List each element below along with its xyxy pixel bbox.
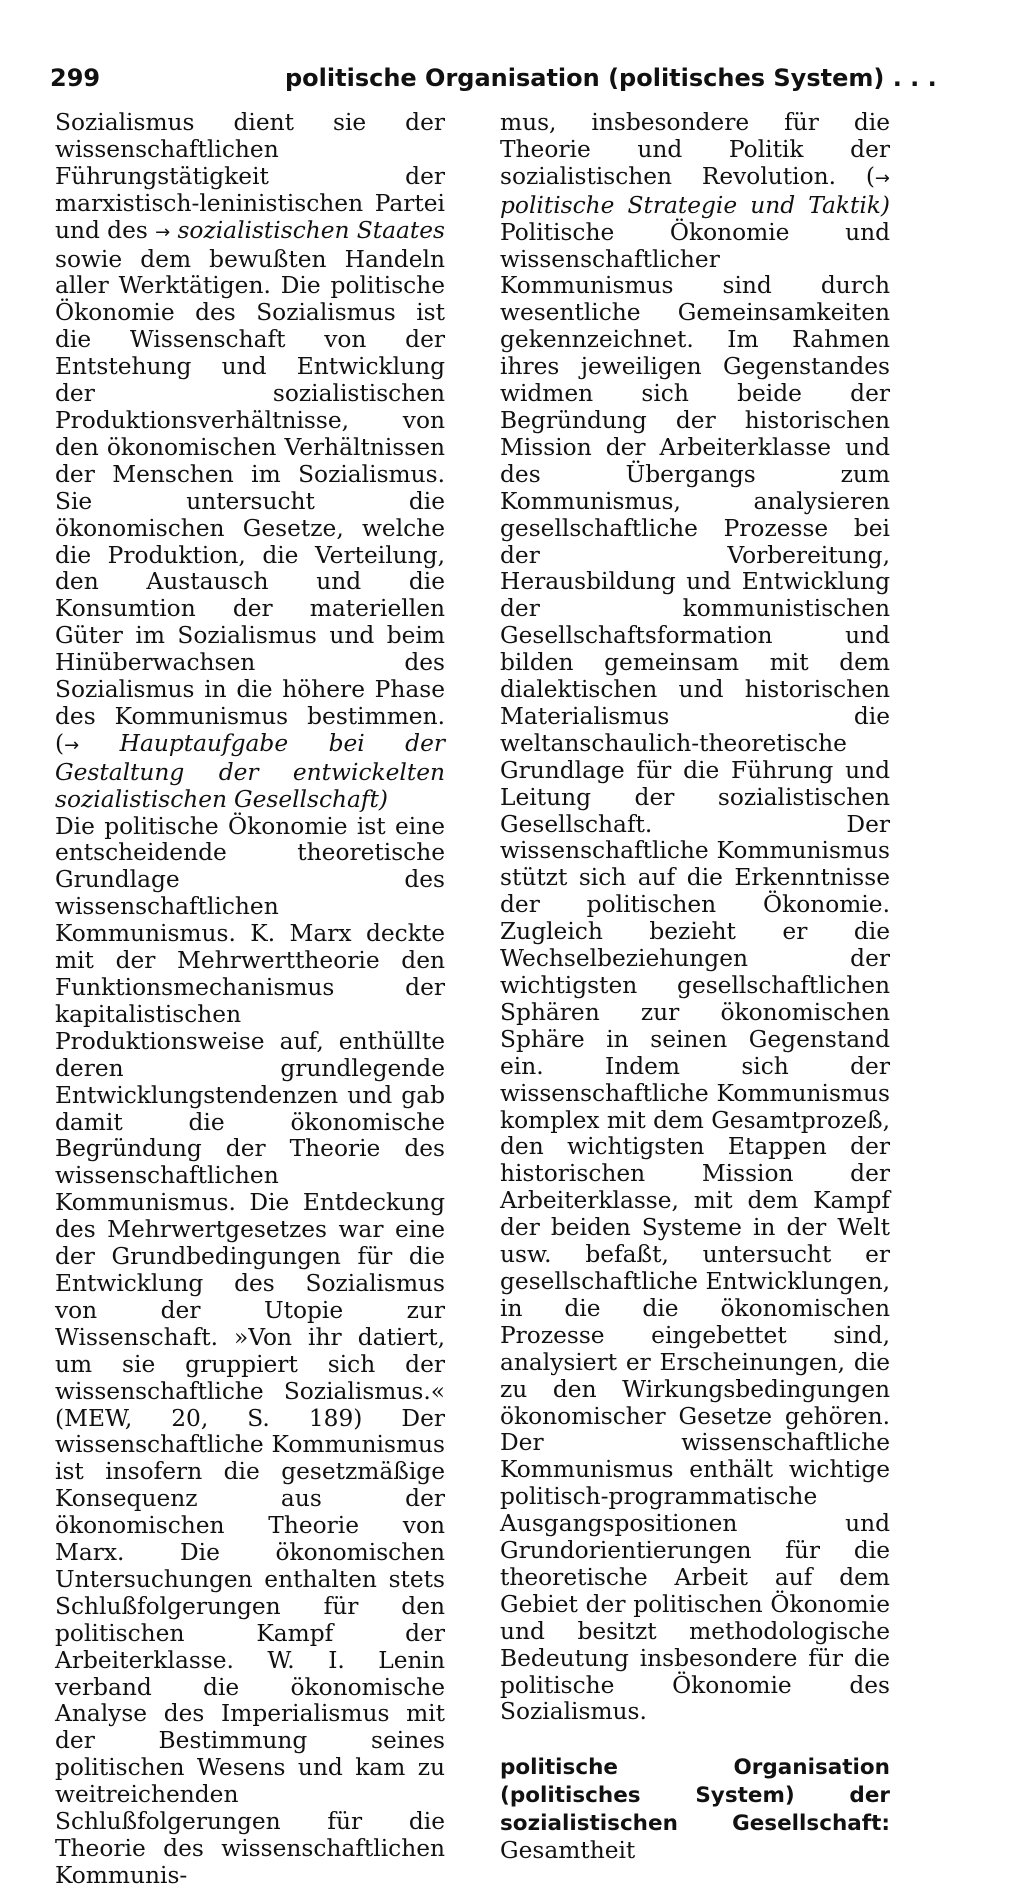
cross-reference-arrow-icon: → [874,167,890,189]
page-number: 299 [50,64,101,92]
text: mus, insbesondere für die Theorie und Politik der sozialistischen Revolution. [500,109,890,190]
right-paragraph-1 [500,110,890,1726]
cross-reference-arrow-icon: → [155,221,171,243]
text: Politische Ökonomie und wissenschaftlicher Kommunismus sind durch wesentliche Gemeinsamkeiten gekennzeichnet. Im Rahmen ihres jeweiligen Gegenstandes widmen sich beide der Begründung der historischen Mission der Arbeiterklasse und des Übergangs zum Kommunismus, analysieren gesellschaftliche Prozesse bei der Vorbereitung, Herausbildung und Entwicklung der kommunistischen Gesellschaftsformation und bilden gemeinsam mit dem dialektischen und historischen Materialismus die weltanschaulich-theoretische Grundlage für die Führung und Leitung der sozialistischen Gesellschaft. Der wissenschaftliche Kommunismus stützt sich auf die Erkenntnisse der politischen Ökonomie. Zugleich bezieht er die Wechselbeziehungen der wichtigsten gesellschaftlichen Sphären zur ökonomischen Sphäre in seinen Gegenstand ein. Indem sich der wissenschaftliche Kommunismus komplex mit dem Gesamtprozeß, den wichtigsten Etappen der historischen Mission der Arbeiterklasse, mit dem Kampf der beiden Systeme in der Welt usw. befaßt, untersucht er gesellschaftliche Entwicklungen, in die die ökonomischen Prozesse eingebettet sind, analysiert er Erscheinungen, die zu den Wirkungsbedingungen ökonomischer Gesetze gehören. Der wissenschaftliche Kommunismus enthält wichtige politisch-programmatische Ausgangspositionen und Grundorientierungen für die theoretische Arbeit auf dem Gebiet der politischen Ökonomie und besitzt methodologische Bedeutung insbesondere für die politische Ökonomie des Sozialismus. [500,218,890,1726]
text: sowie dem bewußten Handeln aller Werktätigen. Die politische Ökonomie des Sozialismus ist die Wissenschaft von der Entstehung und Entwicklung der sozialistischen Produktionsverhältnisse, von den ökonomischen Verhältnissen der Menschen im Sozialismus. Sie untersucht die ökonomischen Gesetze, welche die Produktion, die Verteilung, den Austausch und die Konsumtion der materiellen Güter im Sozialismus und beim Hinüberwachsen des Sozialismus in die höhere Phase des Kommunismus bestimmen. [55,245,445,730]
dictionary-entry [500,1754,890,1865]
cross-reference-link[interactable]: Hauptaufgabe bei der Gestaltung der entwickelten sozialistischen Gesellschaft) [55,729,445,813]
running-head: politische Organisation (politisches System) . . . [285,64,937,92]
cross-reference-arrow-icon: → [64,734,80,756]
left-column [55,109,445,1889]
entry-text: Gesamtheit [500,1837,636,1865]
cross-reference-link[interactable]: sozialistischen Staates [177,216,445,244]
cross-reference-link[interactable]: politische Strategie und Taktik) [500,191,890,219]
left-paragraph-1 [55,110,445,814]
open-paren: ( [55,729,65,757]
left-paragraph-2: Die politische Ökonomie ist eine entscheidende theoretische Grundlage des wissenschaftlichen Kommunismus. K. Marx deckte mit der Mehrwerttheorie den Funktionsmechanismus der kapitalistischen Produktionsweise auf, enthüllte deren grundlegende Entwicklungstendenzen und gab damit die ökonomische Begründung der Theorie des wissenschaftlichen Kommunismus. Die Entdeckung des Mehrwertgesetzes war eine der Grundbedingungen für die Entwicklung des Sozialismus von der Utopie zur Wissenschaft. »Von ihr datiert, um sie gruppiert sich der wissenschaftliche Sozialismus.« (MEW, 20, S. 189) Der wissenschaftliche Kommunismus ist insofern die gesetzmäßige Konsequenz aus der ökonomischen Theorie von Marx. Die ökonomischen Untersuchungen enthalten stets Schlußfolgerungen für den politischen Kampf der Arbeiterklasse. W. I. Lenin verband die ökonomische Analyse des Imperialismus mit der Bestimmung seines politischen Wesens und kam zu weitreichenden Schlußfolgerungen für die Theorie des wissenschaftlichen Kommunis- [55,812,445,1889]
open-paren: ( [865,162,875,190]
text: Sozialismus dient sie der wissenschaftlichen Führungstätigkeit der marxistisch-leninistischen Partei und des [55,109,445,244]
entry-term: politische Organisation (politisches System) der sozialistischen Gesellschaft: [500,1755,890,1837]
right-column [500,109,890,1865]
page-header [50,58,937,98]
